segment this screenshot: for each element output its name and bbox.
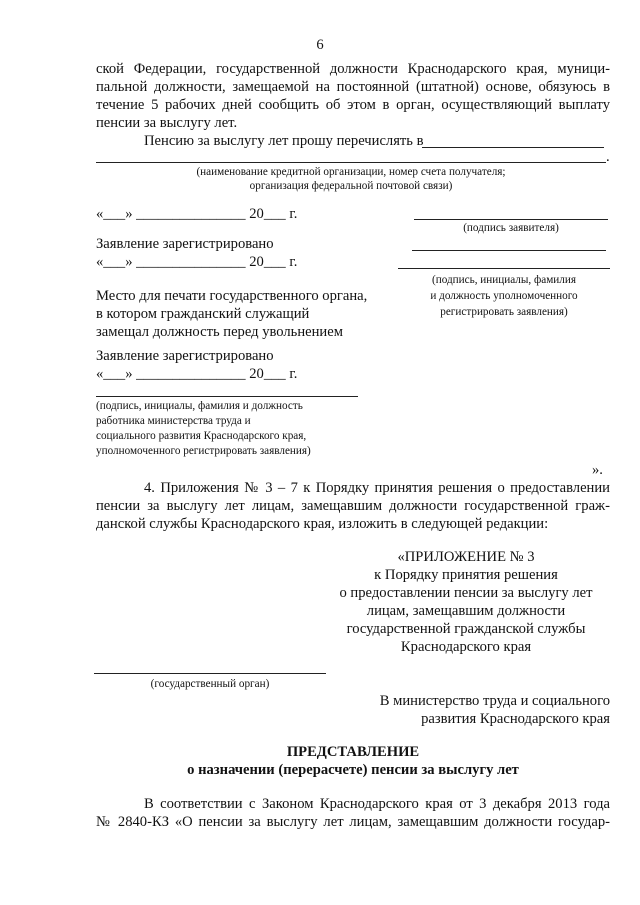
closing-quote: ». — [592, 462, 603, 478]
item4-line-3: данской службы Краснодарского края, изложить в следующей редакции: — [96, 516, 549, 532]
official-caption-line-2: и должность уполномоченного — [430, 290, 578, 302]
top-paragraph-line-3: течение 5 рабочих дней сообщить об этом в орган, осуществляющий выплату — [96, 97, 610, 113]
bank-caption-line-2: организация федеральной почтовой связи) — [249, 180, 453, 192]
ministry-caption-line-4: уполномоченного регистрировать заявления) — [96, 445, 311, 457]
ministry-signature-line — [96, 396, 358, 397]
applicant-signature-line — [414, 219, 608, 220]
official-signature-line-1 — [412, 250, 606, 251]
top-paragraph-line-2: пальной должности, замещаемой на постоянной (штатной) основе, обязуюсь в — [96, 79, 610, 95]
registration-label-2: Заявление зарегистрировано — [96, 348, 274, 364]
page-number: 6 — [316, 37, 324, 53]
document-title: ПРЕДСТАВЛЕНИЕ — [286, 744, 420, 760]
item4-line-1: 4. Приложения № 3 – 7 к Порядку принятия решения о предоставлении — [144, 480, 610, 496]
addressee-line-2: развития Краснодарского края — [421, 711, 610, 727]
appendix-line-5: государственной гражданской службы — [346, 621, 586, 637]
seal-place-line-3: замещал должность перед увольнением — [96, 324, 343, 340]
registration-date-line-2: «___» _______________ 20___ г. — [96, 366, 298, 382]
registration-label-1: Заявление зарегистрировано — [96, 236, 274, 252]
official-signature-line-2 — [398, 268, 610, 269]
top-paragraph-line-1: ской Федерации, государственной должности Краснодарского края, муници- — [96, 61, 610, 77]
registration-date-line-1: «___» _______________ 20___ г. — [96, 254, 298, 270]
bank-caption-line-1: (наименование кредитной организации, номер счета получателя; — [196, 166, 506, 178]
application-date-line: «___» _______________ 20___ г. — [96, 206, 298, 222]
applicant-signature-caption: (подпись заявителя) — [463, 222, 559, 234]
item4-line-2: пенсии за выслугу лет лицам, замещавшим должности государственной граж- — [96, 498, 610, 514]
bottom-paragraph-line-2: № 2840-КЗ «О пенсии за выслугу лет лицам, замещавшим должности государ- — [96, 814, 610, 830]
bottom-paragraph-line-1: В соответствии с Законом Краснодарского края от 3 декабря 2013 года — [144, 796, 610, 812]
addressee-line-1: В министерство труда и социального — [379, 693, 610, 709]
seal-place-line-1: Место для печати государственного органа, — [96, 288, 368, 304]
seal-place-line-2: в котором гражданский служащий — [96, 306, 310, 322]
top-paragraph-line-4: пенсии за выслугу лет. — [96, 115, 238, 131]
official-caption-line-3: регистрировать заявления) — [440, 306, 568, 318]
transfer-request-text: Пенсию за выслугу лет прошу перечислять в — [144, 133, 424, 149]
appendix-line-1: «ПРИЛОЖЕНИЕ № 3 — [397, 549, 535, 565]
appendix-line-3: о предоставлении пенсии за выслугу лет — [339, 585, 593, 601]
gov-body-line — [94, 673, 326, 674]
appendix-line-6: Краснодарского края — [400, 639, 532, 655]
gov-body-caption: (государственный орган) — [150, 678, 270, 690]
official-caption-line-1: (подпись, инициалы, фамилия — [431, 274, 576, 286]
appendix-line-4: лицам, замещавшим должности — [366, 603, 566, 619]
ministry-caption-line-1: (подпись, инициалы, фамилия и должность — [96, 400, 303, 412]
bank-name-underline — [422, 147, 604, 148]
period-mark: . — [606, 149, 610, 165]
document-subtitle: о назначении (перерасчете) пенсии за выслугу лет — [187, 762, 519, 778]
ministry-caption-line-3: социального развития Краснодарского края, — [96, 430, 307, 442]
ministry-caption-line-2: работника министерства труда и — [96, 415, 251, 427]
bank-details-underline — [96, 162, 606, 163]
appendix-line-2: к Порядку принятия решения — [374, 567, 558, 583]
